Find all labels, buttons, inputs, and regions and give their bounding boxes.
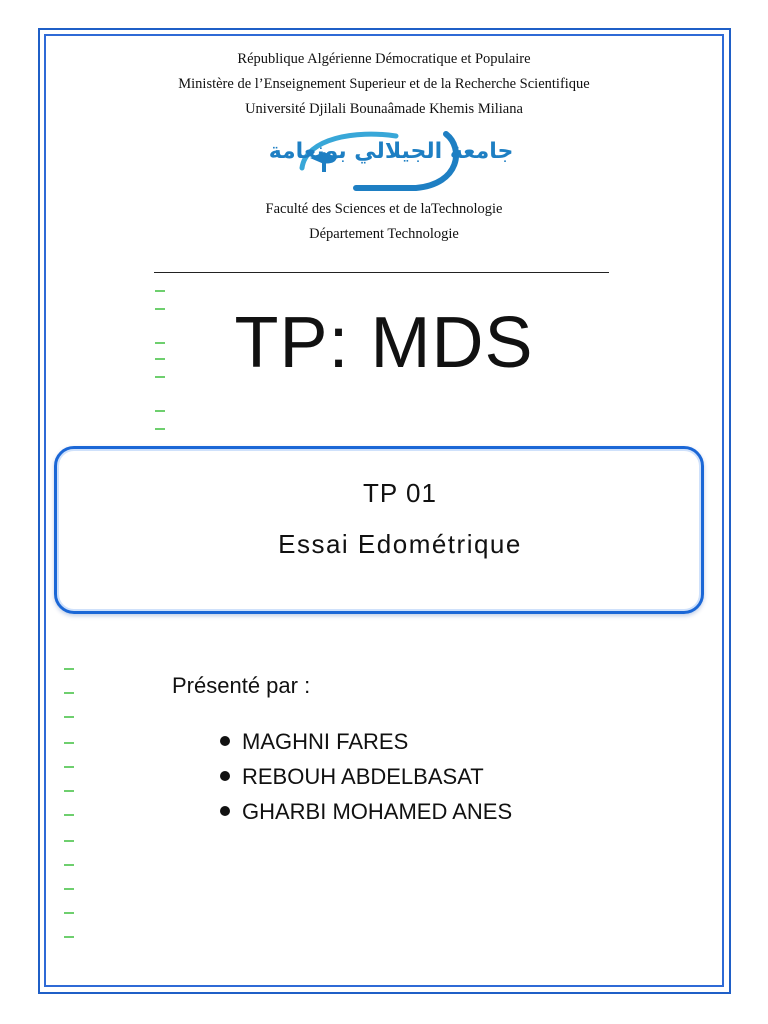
faculty-name: Faculté des Sciences et de laTechnologie [265, 201, 503, 217]
margin-mark [64, 790, 74, 792]
margin-mark [64, 840, 74, 842]
header-university: Université Djilali Bounaâmade Khemis Miliana [245, 101, 523, 117]
margin-mark [64, 814, 74, 816]
margin-mark [64, 766, 74, 768]
margin-mark [155, 428, 165, 430]
author-name: GHARBI MOHAMED ANES [242, 799, 513, 824]
margin-mark [64, 936, 74, 938]
university-logo [268, 128, 514, 194]
bullet-icon [220, 771, 230, 781]
margin-mark [64, 742, 74, 744]
margin-mark [155, 358, 165, 360]
margin-mark [155, 290, 165, 292]
header-divider [154, 272, 609, 273]
page-title: TP: MDS [234, 303, 534, 383]
bullet-icon [220, 736, 230, 746]
author-name: REBOUH ABDELBASAT [242, 764, 484, 789]
margin-mark [64, 888, 74, 890]
tp-subject: Essai Edométrique [278, 529, 522, 559]
margin-mark [155, 308, 165, 310]
margin-mark [155, 376, 165, 378]
author-name: MAGHNI FARES [242, 729, 409, 754]
margin-mark [64, 668, 74, 670]
margin-mark [64, 912, 74, 914]
list-item [220, 724, 512, 759]
author-list [220, 724, 512, 829]
department-name: Département Technologie [309, 226, 459, 242]
margin-mark [64, 692, 74, 694]
tp-number: TP 01 [363, 478, 437, 508]
logo-text: جامعة الجيلالي بونعامة [268, 139, 514, 164]
margin-mark [155, 342, 165, 344]
margin-mark [64, 716, 74, 718]
header-ministry: Ministère de l’Enseignement Superieur et de la Recherche Scientifique [178, 76, 590, 92]
header-republic: République Algérienne Démocratique et Populaire [237, 51, 531, 67]
presented-by-label: Présenté par : [172, 673, 311, 698]
list-item [220, 759, 512, 794]
bullet-icon [220, 806, 230, 816]
margin-mark [155, 410, 165, 412]
margin-mark [64, 864, 74, 866]
list-item [220, 794, 512, 829]
